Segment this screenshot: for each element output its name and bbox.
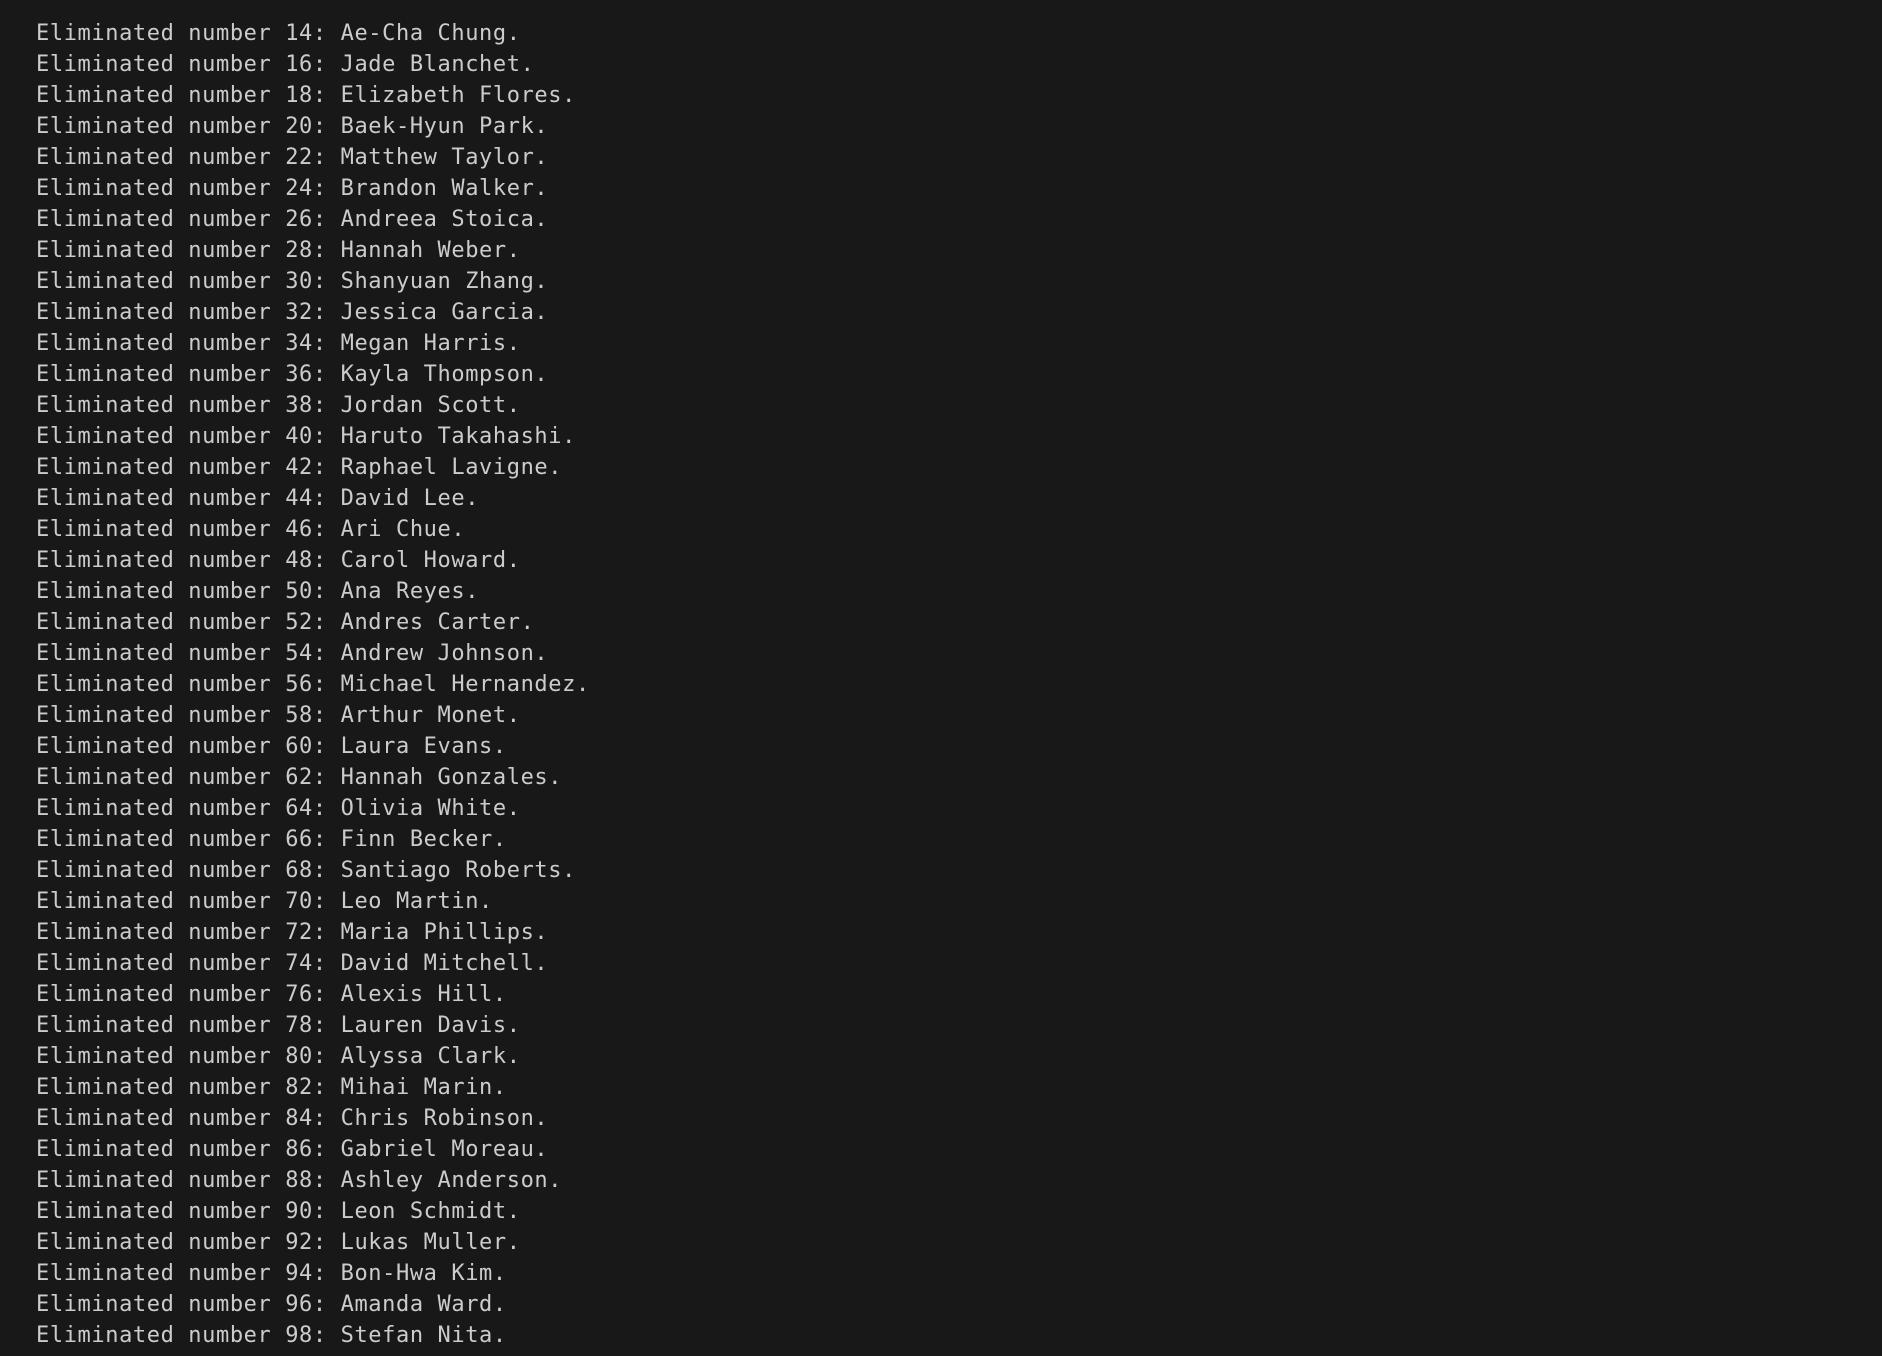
terminal-line: Eliminated number 50: Ana Reyes. <box>36 579 480 604</box>
terminal-line: Eliminated number 38: Jordan Scott. <box>36 393 521 418</box>
terminal-line: Eliminated number 34: Megan Harris. <box>36 331 521 356</box>
terminal-line: Eliminated number 48: Carol Howard. <box>36 548 521 573</box>
terminal-line: Eliminated number 72: Maria Phillips. <box>36 920 549 945</box>
terminal-line: Eliminated number 14: Ae-Cha Chung. <box>36 21 521 46</box>
terminal-line: Eliminated number 74: David Mitchell. <box>36 951 549 976</box>
terminal-line: Eliminated number 44: David Lee. <box>36 486 480 511</box>
terminal-line: Eliminated number 56: Michael Hernandez. <box>36 672 590 697</box>
terminal-line: Eliminated number 62: Hannah Gonzales. <box>36 765 563 790</box>
terminal-line: Eliminated number 28: Hannah Weber. <box>36 238 521 263</box>
terminal-line: Eliminated number 86: Gabriel Moreau. <box>36 1137 549 1162</box>
terminal-line: Eliminated number 78: Lauren Davis. <box>36 1013 521 1038</box>
terminal-line: Eliminated number 66: Finn Becker. <box>36 827 507 852</box>
terminal-line: Eliminated number 40: Haruto Takahashi. <box>36 424 576 449</box>
terminal-line: Eliminated number 60: Laura Evans. <box>36 734 507 759</box>
terminal-line: Eliminated number 76: Alexis Hill. <box>36 982 507 1007</box>
terminal-line: Eliminated number 80: Alyssa Clark. <box>36 1044 521 1069</box>
terminal-line: Eliminated number 94: Bon-Hwa Kim. <box>36 1261 507 1286</box>
terminal-line: Eliminated number 30: Shanyuan Zhang. <box>36 269 549 294</box>
terminal-line: Eliminated number 84: Chris Robinson. <box>36 1106 549 1131</box>
terminal-line: Eliminated number 64: Olivia White. <box>36 796 521 821</box>
terminal-line: Eliminated number 58: Arthur Monet. <box>36 703 521 728</box>
terminal-line: Eliminated number 18: Elizabeth Flores. <box>36 83 576 108</box>
terminal-line: Eliminated number 98: Stefan Nita. <box>36 1323 507 1348</box>
terminal-line: Eliminated number 92: Lukas Muller. <box>36 1230 521 1255</box>
terminal-line: Eliminated number 20: Baek-Hyun Park. <box>36 114 549 139</box>
terminal-line: Eliminated number 42: Raphael Lavigne. <box>36 455 563 480</box>
terminal-line: Eliminated number 88: Ashley Anderson. <box>36 1168 563 1193</box>
terminal-line: Eliminated number 54: Andrew Johnson. <box>36 641 549 666</box>
terminal-line: Eliminated number 24: Brandon Walker. <box>36 176 549 201</box>
terminal-line: Eliminated number 96: Amanda Ward. <box>36 1292 507 1317</box>
terminal-line: Eliminated number 36: Kayla Thompson. <box>36 362 549 387</box>
terminal-line: Eliminated number 26: Andreea Stoica. <box>36 207 549 232</box>
terminal-line: Eliminated number 46: Ari Chue. <box>36 517 466 542</box>
terminal-line: Eliminated number 22: Matthew Taylor. <box>36 145 549 170</box>
terminal-output-lines <box>36 18 1882 1351</box>
terminal-line: Eliminated number 16: Jade Blanchet. <box>36 52 535 77</box>
terminal-line: Eliminated number 68: Santiago Roberts. <box>36 858 576 883</box>
terminal-line: Eliminated number 32: Jessica Garcia. <box>36 300 549 325</box>
terminal-line: Eliminated number 52: Andres Carter. <box>36 610 535 635</box>
terminal-line: Eliminated number 70: Leo Martin. <box>36 889 493 914</box>
terminal-line: Eliminated number 90: Leon Schmidt. <box>36 1199 521 1224</box>
terminal-line: Eliminated number 82: Mihai Marin. <box>36 1075 507 1100</box>
